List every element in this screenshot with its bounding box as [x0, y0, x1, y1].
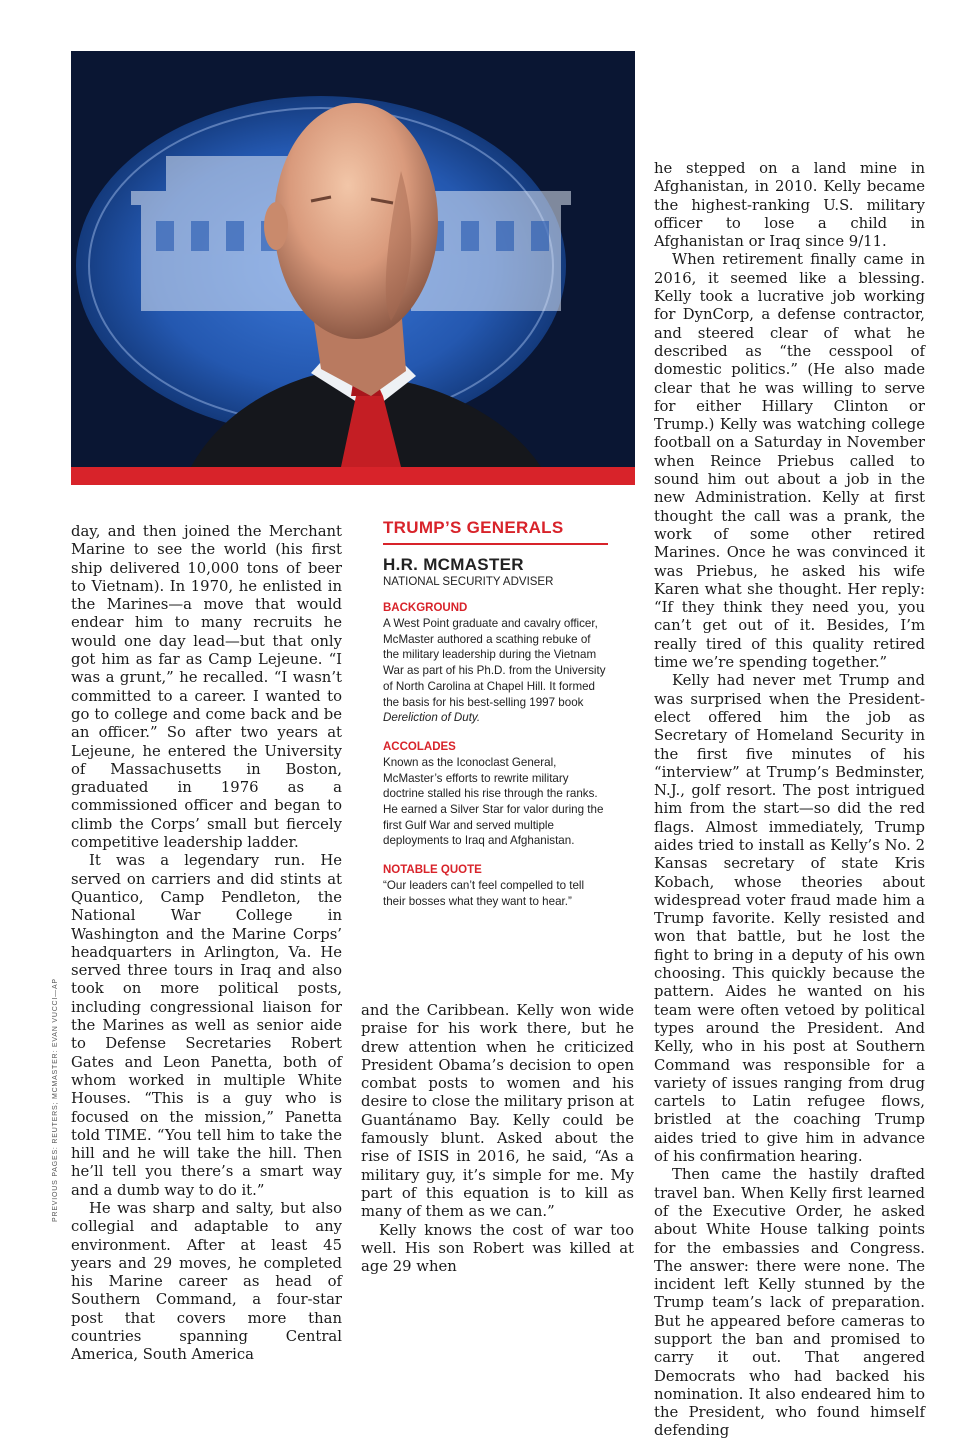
article-column-3 [654, 160, 925, 1441]
accolades-text: Known as the Iconoclast General, McMaster’s efforts to rewrite military doctrine stalled his rise through the ranks. He earned a Silver Star for valor during the first Gulf War and served multiple deployments to Iraq and Afghanistan. [383, 755, 604, 848]
photo-accent-bar [71, 467, 635, 485]
paragraph: When retirement finally came in 2016, it seemed like a blessing. Kelly took a lucrative job working for DynCorp, a defense contractor, and steered clear of what he described as “the cesspool of domestic politics.” (He also made clear that he was willing to serve for either Hillary Clinton or Trump.) Kelly was watching college football on a Saturday in November when Reince Priebus called to sound him out about a job in the new Administration. Kelly at first thought the call was a prank, the work of some other retired Marines. Once he was convinced it was Priebus, he asked his wife Karen what she thought. Her reply: “If they think they need you, you can’t get out of it. Besides, I’m really tired of this quality retired time we’re spending together.” [654, 251, 925, 672]
article-column-1 [71, 523, 342, 1365]
paragraph: Kelly had never met Trump and was surprised when the President-elect offered him the job as Secretary of Homeland Security in the first five minutes of his “interview” at Trump’s Bedminster, N.J., golf resort. The post intrigued him from the start—so did the red flags. Almost immediately, Trump aides tried to install as Kelly’s No. 2 Kansas secretary of state Kris Kobach, whose theories about widespread voter fraud made him a Trump favorite. Kelly resisted and won that battle, but he lost the fight to bring in a deputy of his own choosing. This quickly because the pattern. Aides he wanted on his team were often vetoed by political types around the President. And Kelly, who in his post at Southern Command was responsible for a variety of issues ranging from drug cartels to Latin refugee flows, bristled at the coaching Trump aides tried to give him in advance of his confirmation hearing. [654, 672, 925, 1166]
background-body: A West Point graduate and cavalry officer, McMaster authored a scathing rebuke of the military leadership during the Vietnam War as part of his Ph.D. from the University of North Carolina at Chapel Hill. It formed the basis for his best-selling 1997 book [383, 617, 606, 709]
paragraph: day, and then joined the Merchant Marine to see the world (his first ship delivered 10,000 tons of beer to Vietnam). In 1970, he enlisted in the Marines—a move that would endear him to many recruits he would one day lead—but that only got him as far as Camp Lejeune. “I was a grunt,” he recalled. “I wasn’t committed to a career. I wanted to go to college and come back and be an officer.” So after two years at Lejeune, he entered the University of Massachusetts in Boston, graduated in 1976 as a commissioned officer and began to climb the Corps’ small but fiercely competitive leadership ladder. [71, 523, 342, 852]
paragraph: It was a legendary run. He served on carriers and did stints at Quantico, Camp Pendleton, the National War College in Washington and the Marine Corps’ headquarters in Arlington, Va. He served three tours in Iraq and also took on more political posts, including congressional liaison for the Marines as well as senior aide to Defense Secretaries Robert Gates and Leon Panetta, both of whom worked in multiple White Houses. “This is a guy who is focused on the mission,” Panetta told TIME. “You tell him to take the hill and he will take the hill. Then he’ll tell you there’s a smart way and a dumb way to do it.” [71, 852, 342, 1199]
paragraph: He was sharp and salty, but also collegial and adaptable to any environment. After at least 45 years and 29 moves, he completed his Marine career as head of Southern Command, a four-star post that covers more than countries spanning Central America, South America [71, 1199, 342, 1364]
paragraph: he stepped on a land mine in Afghanistan, in 2010. Kelly became the highest-ranking U.S. military officer to lose a child in Afghanistan or Iraq since 9/11. [654, 160, 925, 251]
profile-name: H.R. MCMASTER [383, 555, 524, 574]
photo-credit: PREVIOUS PAGES: REUTERS; MCMASTER: EVAN VUCCI—AP [52, 978, 59, 1222]
background-heading: BACKGROUND [383, 602, 468, 614]
quote-text: “Our leaders can’t feel compelled to tell their bosses what they want to hear.” [383, 879, 585, 908]
portrait-illustration [71, 51, 635, 467]
accolades-heading: ACCOLADES [383, 740, 456, 753]
sidebar-title: TRUMP’S GENERALS [383, 518, 608, 545]
quote-heading: NOTABLE QUOTE [383, 864, 482, 877]
paragraph: and the Caribbean. Kelly won wide praise for his work there, but he drew attention when he criticized President Obama’s decision to open combat posts to women and his desire to close the military prison at Guantánamo Bay. Kelly could be famously blunt. Asked about the rise of ISIS in 2016, he said, “As a military guy, it’s simple for me. My part of this equation is to kill as many of them as we can.” [361, 1002, 634, 1221]
portrait-photo [71, 51, 635, 467]
book-title: Dereliction of Duty. [383, 711, 481, 725]
background-text [383, 616, 608, 726]
paragraph: Then came the hastily drafted travel ban. When Kelly first learned of the Executive Order, he asked about White House talking points for the embassies and Congress. The answer: there were none. The incident left Kelly stunned by the Trump team’s lack of preparation. But he appeared before cameras to support the ban and promised to carry it out. That angered Democrats who had backed his nomination. It also endeared him to the President, who found himself defending [654, 1166, 925, 1440]
profile-role: NATIONAL SECURITY ADVISER [383, 576, 554, 588]
trumps-generals-sidebar [383, 518, 608, 925]
article-column-2 [361, 1002, 634, 1276]
paragraph: Kelly knows the cost of war too well. His son Robert was killed at age 29 when [361, 1221, 634, 1276]
